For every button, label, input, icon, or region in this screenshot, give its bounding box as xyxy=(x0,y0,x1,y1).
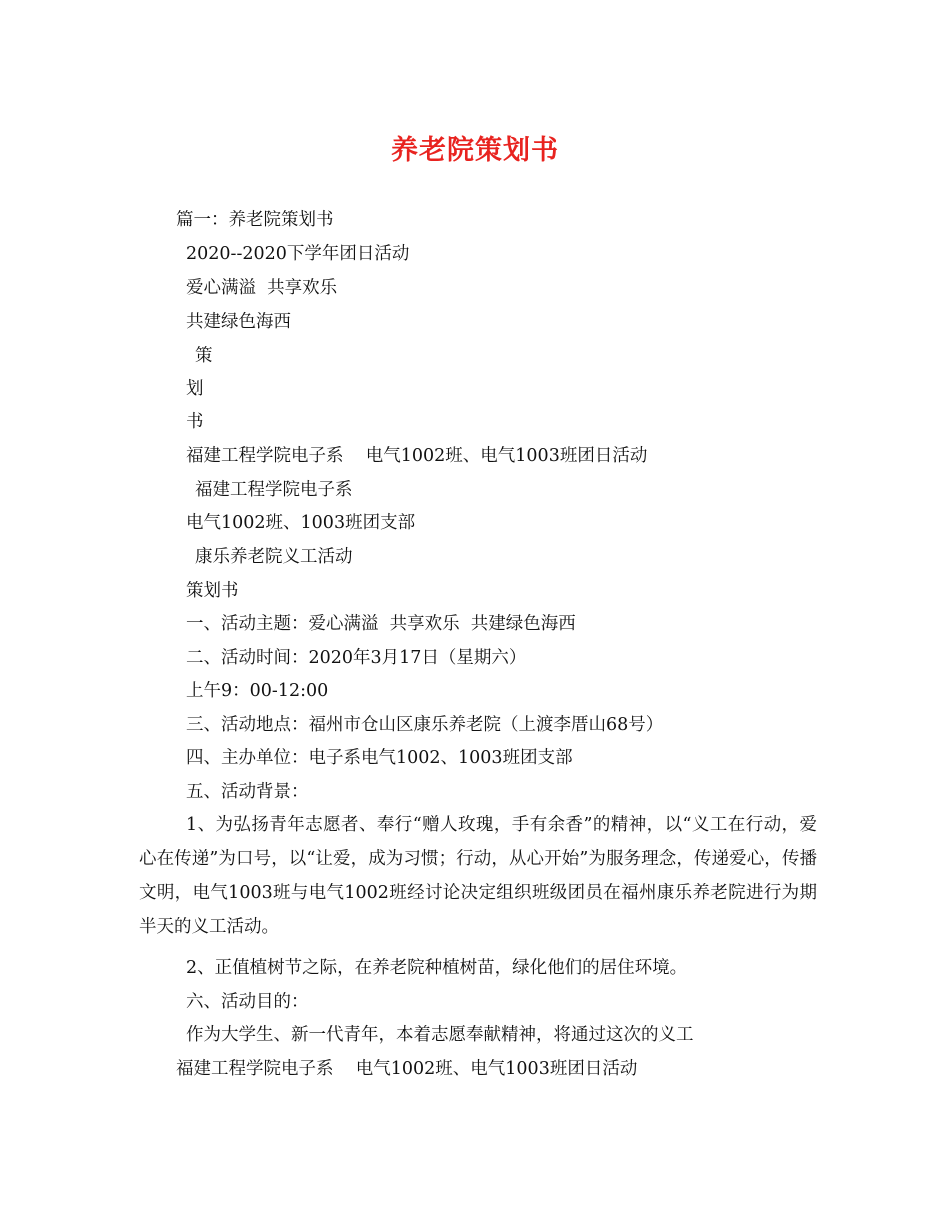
text-line: 策划书 xyxy=(186,581,239,601)
text-line: 福建工程学院电子系 电气1002班、电气1003班团日活动 xyxy=(186,446,648,466)
text-line: 上午9：00-12:00 xyxy=(186,681,329,701)
text-line: 一、活动主题：爱心满溢 共享欢乐 共建绿色海西 xyxy=(186,614,576,634)
text-line: 共建绿色海西 xyxy=(186,312,291,332)
text-line: 划 xyxy=(186,379,204,399)
text-line: 电气1002班、1003班团支部 xyxy=(186,513,416,533)
page-footer: 福建工程学院电子系 电气1002班、电气1003班团日活动 xyxy=(176,1059,638,1079)
purpose-paragraph: 作为大学生、新一代青年，本着志愿奉献精神，将通过这次的义工 xyxy=(186,1025,694,1045)
text-line: 二、活动时间：2020年3月17日（星期六） xyxy=(186,648,527,668)
background-paragraph-2: 2、正值植树节之际，在养老院种植树苗，绿化他们的居住环境。 xyxy=(186,958,688,978)
text-line: 2020--2020下学年团日活动 xyxy=(186,244,410,264)
section-heading: 六、活动目的： xyxy=(186,992,309,1012)
text-line: 四、主办单位：电子系电气1002、1003班团支部 xyxy=(186,748,573,768)
text-line: 福建工程学院电子系 xyxy=(195,480,353,500)
section-heading: 篇一：养老院策划书 xyxy=(176,210,334,230)
text-line: 五、活动背景： xyxy=(186,782,309,802)
text-line: 三、活动地点：福州市仓山区康乐养老院（上渡李厝山68号） xyxy=(186,715,664,735)
text-line: 爱心满溢 共享欢乐 xyxy=(186,278,338,298)
text-line: 书 xyxy=(186,412,204,432)
text-line: 策 xyxy=(195,346,213,366)
background-paragraph-1: 1、为弘扬青年志愿者、奉行“赠人玫瑰，手有余香”的精神，以“义工在行动，爱心在传递”为口号，以“让爱，成为习惯；行动，从心开始”为服务理念，传递爱心，传播文明，电气1003班与电气1002班经讨论决定组织班级团员在福州康乐养老院进行为期半天的义工活动。 xyxy=(139,815,817,937)
text-line: 康乐养老院义工活动 xyxy=(195,547,353,567)
document-title: 养老院策划书 xyxy=(391,135,559,166)
